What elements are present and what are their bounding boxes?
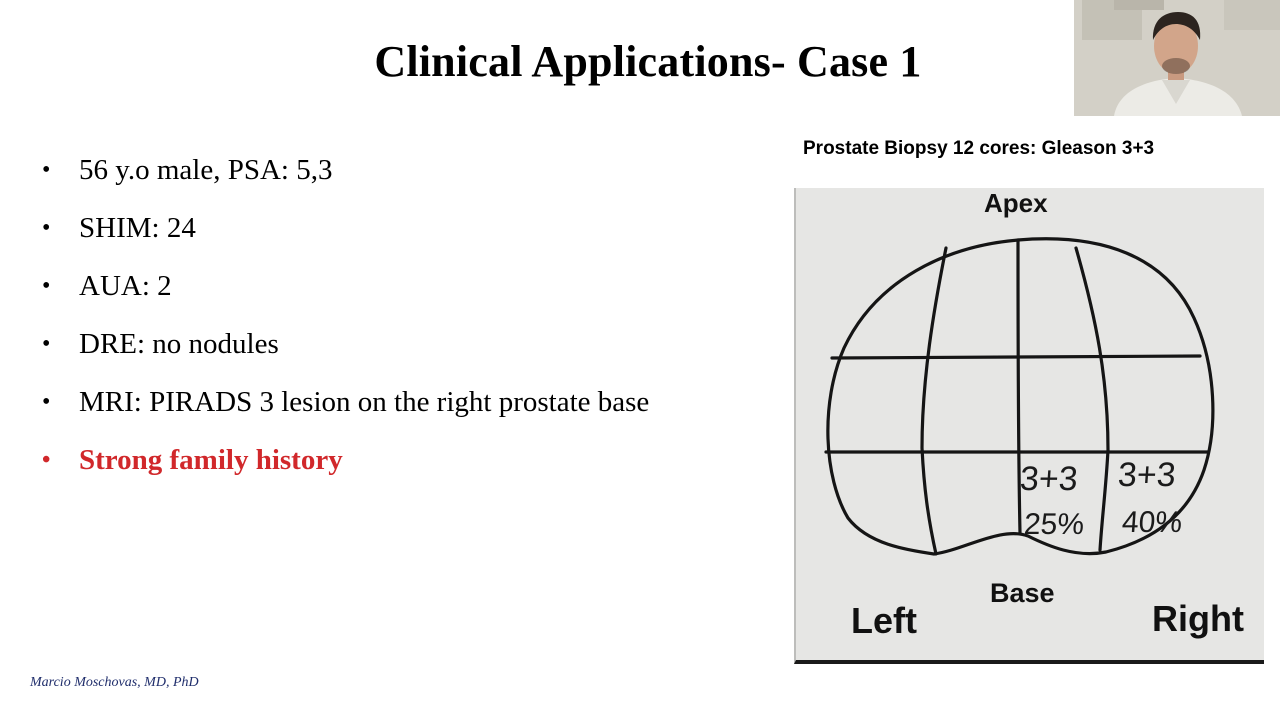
- presenter-video-icon: [1074, 0, 1280, 116]
- apex-label: Apex: [984, 188, 1048, 218]
- bullet-icon: •: [42, 157, 51, 183]
- figure-caption: Prostate Biopsy 12 cores: Gleason 3+3: [803, 138, 1155, 159]
- bullet-item: [42, 206, 762, 264]
- slide-title: Clinical Applications- Case 1: [374, 37, 922, 86]
- bullet-item: [42, 322, 762, 380]
- bullet-text: SHIM: 24: [79, 212, 196, 244]
- presenter-webcam: [1074, 0, 1280, 116]
- bullet-text: MRI: PIRADS 3 lesion on the right prostate base: [79, 386, 650, 418]
- bullet-item: [42, 264, 762, 322]
- bullet-icon: •: [42, 389, 51, 415]
- author-signature: Marcio Moschovas, MD, PhD: [30, 675, 199, 690]
- left-label: Left: [851, 600, 917, 641]
- grid-col-line: [1076, 248, 1108, 550]
- core-percent-2: 40%: [1120, 506, 1184, 539]
- biopsy-map-figure: [794, 188, 1264, 664]
- gleason-score-1: 3+3: [1018, 460, 1080, 498]
- bullet-icon: •: [42, 215, 51, 241]
- bullet-item: [42, 148, 762, 206]
- bullet-text: Strong family history: [79, 444, 343, 476]
- bullet-text: 56 y.o male, PSA: 5,3: [79, 154, 333, 186]
- base-label: Base: [990, 578, 1055, 608]
- grid-row-line: [832, 356, 1200, 358]
- bullet-item-highlight: [42, 438, 762, 496]
- bullet-icon: •: [42, 331, 51, 357]
- core-percent-1: 25%: [1022, 508, 1086, 541]
- bullet-list: [42, 148, 762, 496]
- gleason-score-2: 3+3: [1116, 456, 1178, 494]
- bullet-item: [42, 380, 762, 438]
- bullet-icon: •: [42, 273, 51, 299]
- bullet-text: DRE: no nodules: [79, 328, 279, 360]
- grid-col-line: [922, 248, 946, 554]
- bullet-text: AUA: 2: [79, 270, 172, 302]
- right-label: Right: [1152, 598, 1244, 639]
- bullet-icon: •: [42, 447, 51, 473]
